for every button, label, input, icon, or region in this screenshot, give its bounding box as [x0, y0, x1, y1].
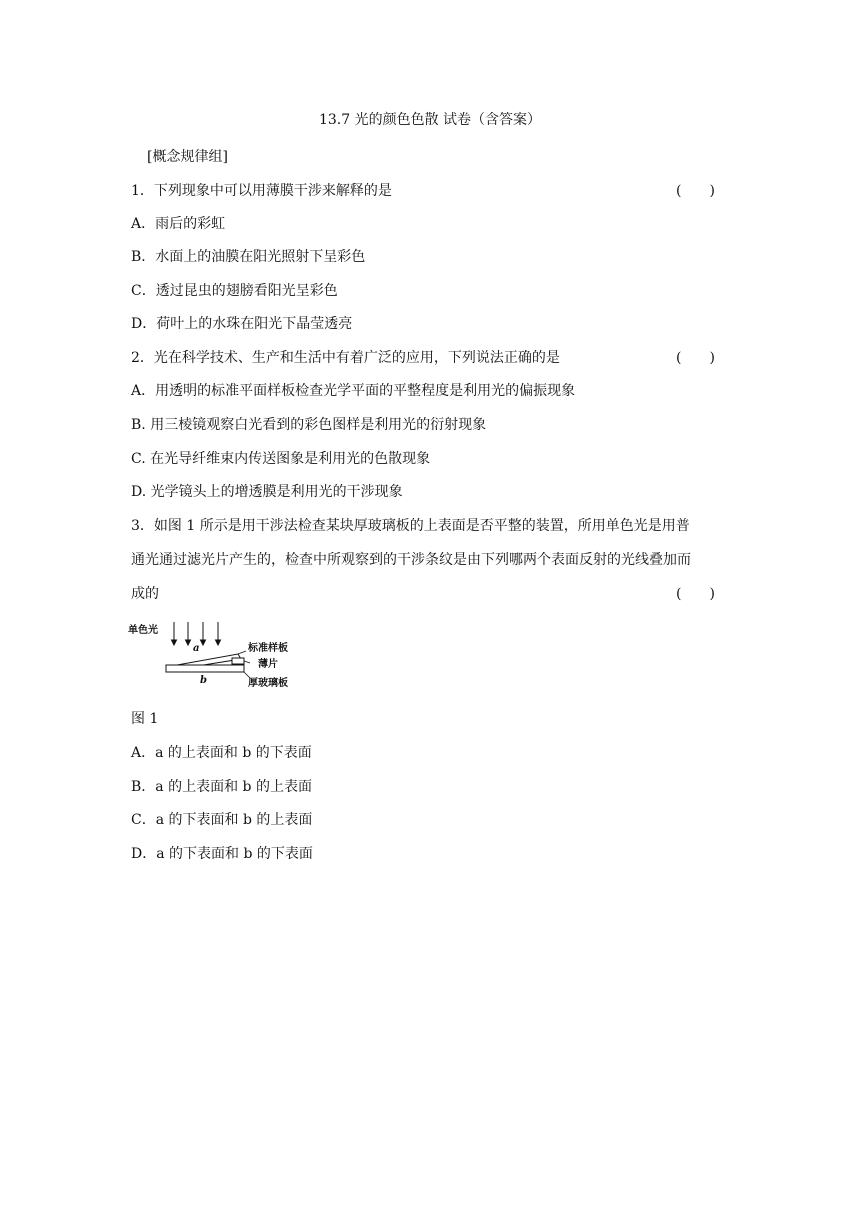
figure-label-monochromatic-light: 单色光 [128, 625, 158, 636]
question-3-stem-line-1: 3．如图 1 所示是用干涉法检查某块厚玻璃板的上表面是否平整的装置，所用单色光是用普 [131, 518, 690, 534]
question-3-answer-bracket: ( ) [676, 586, 715, 602]
question-3-option-c: C．a 的下表面和 b 的上表面 [131, 812, 313, 828]
figure-label-thin-film: 薄片 [258, 659, 278, 670]
question-2-option-b: B. 用三棱镜观察白光看到的彩色图样是利用光的衍射现象 [131, 417, 487, 433]
light-arrows [172, 622, 221, 645]
question-2-answer-bracket: ( ) [676, 350, 715, 366]
question-3-stem-line-3: 成的 [131, 586, 159, 602]
question-1-option-d: D．荷叶上的水珠在阳光下晶莹透亮 [131, 316, 353, 332]
question-1-answer-bracket: ( ) [676, 183, 715, 199]
question-2-option-d: D. 光学镜头上的增透膜是利用光的干涉现象 [131, 484, 403, 500]
thick-glass-plate-b [166, 665, 244, 672]
question-2-option-c: C. 在光导纤维束内传送图象是利用光的色散现象 [131, 451, 431, 467]
question-1-option-c: C．透过昆虫的翅膀看阳光呈彩色 [131, 283, 338, 299]
page-title: 13.7 光的颜色色散 试卷（含答案） [318, 112, 542, 128]
interference-apparatus-figure [126, 620, 306, 694]
question-1-stem: 1．下列现象中可以用薄膜干涉来解释的是 [131, 183, 392, 199]
question-2-option-a: A．用透明的标准平面样板检查光学平面的平整程度是利用光的偏振现象 [131, 383, 576, 399]
figure-label-a: a [193, 643, 200, 654]
figure-label-b: b [200, 675, 207, 686]
question-2-stem: 2．光在科学技术、生产和生活中有着广泛的应用，下列说法正确的是 [131, 350, 560, 366]
question-3-option-a: A．a 的上表面和 b 的下表面 [131, 745, 312, 761]
question-1-option-b: B．水面上的油膜在阳光照射下呈彩色 [131, 249, 366, 265]
question-3-option-d: D．a 的下表面和 b 的下表面 [131, 846, 313, 862]
thin-spacer [232, 658, 244, 664]
question-3-stem-line-2: 通光通过滤光片产生的，检查中所观察到的干涉条纹是由下列哪两个表面反射的光线叠加而 [131, 552, 691, 568]
figure-label-thick-glass: 厚玻璃板 [248, 678, 288, 689]
figure-caption: 图 1 [131, 711, 159, 727]
question-1-option-a: A．雨后的彩虹 [131, 216, 226, 232]
question-3-option-b: B．a 的上表面和 b 的上表面 [131, 779, 312, 795]
figure-label-standard-plate: 标准样板 [248, 643, 288, 654]
section-heading: [概念规律组] [147, 149, 228, 165]
